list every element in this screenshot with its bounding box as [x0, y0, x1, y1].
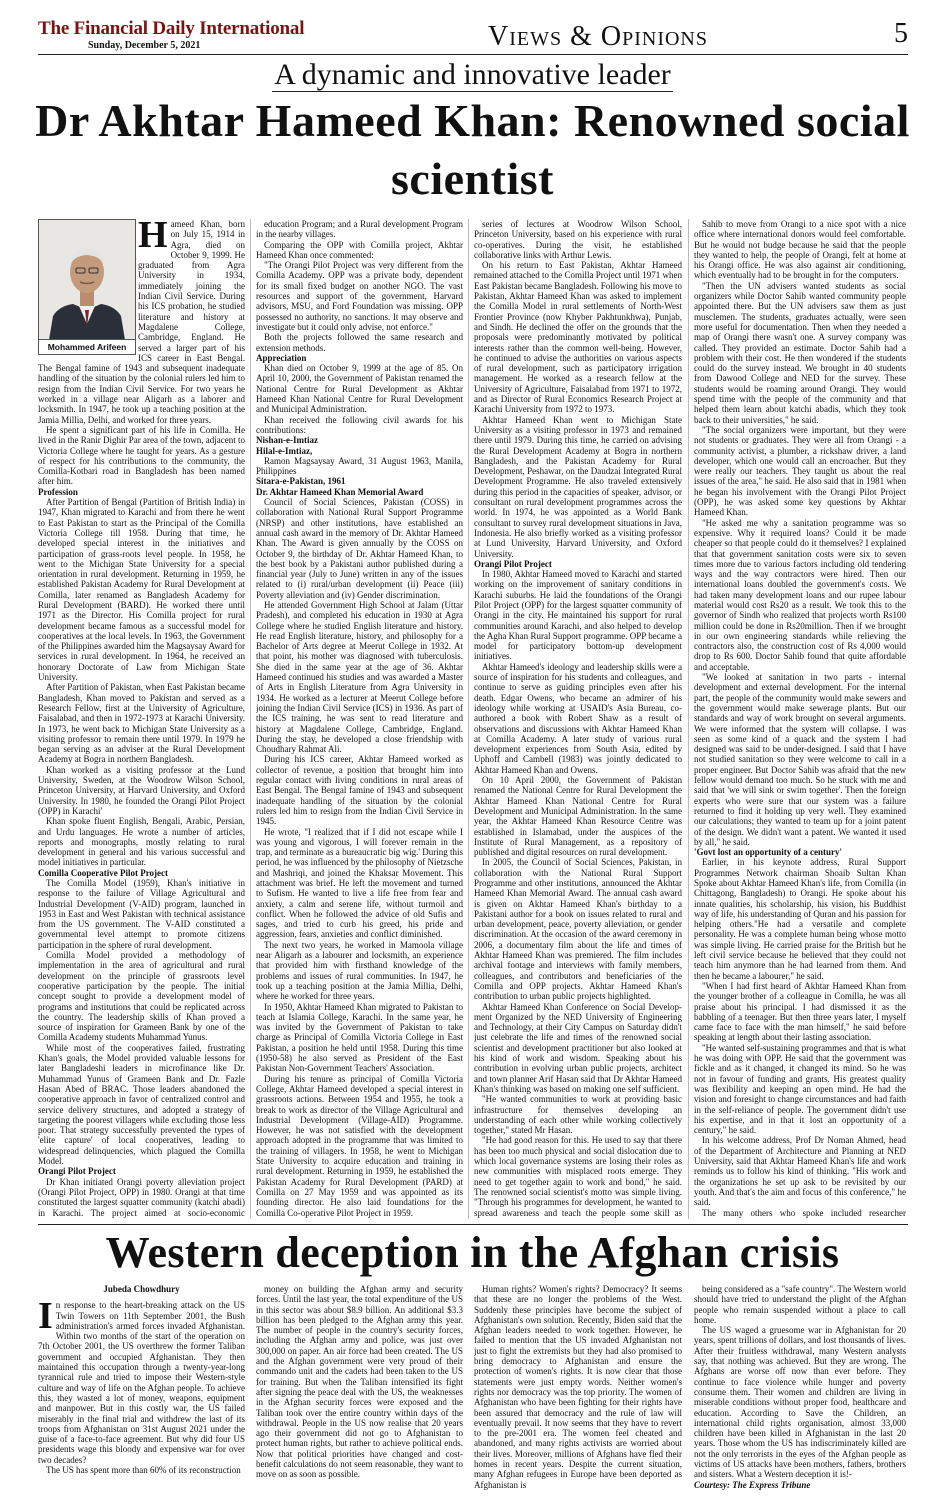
paper-name: The Financial Daily International	[38, 18, 305, 39]
article2-column-4	[694, 1284, 906, 1496]
paragraph	[474, 857, 682, 1001]
paragraph-text: Nishan-e-Imtiaz	[256, 435, 318, 446]
paragraph	[474, 415, 682, 559]
paragraph-text: Comparing the OPP with Comilla project, Akhtar Hameed Khan once commented:	[256, 239, 463, 260]
drop-cap: H	[138, 219, 168, 256]
paragraph-text	[256, 1218, 463, 1219]
paragraph-text: "We looked at sanitation in two parts - internal development and external development. For the internal part, the people of the community would make sewers and the government would make sewerage plants. But our standards and way of work brought on several arguments. We were informed that the system will collapse. I was seen as some kind of a quack and the system I had designed was said to be under-designed. I said that I have not studied sanitation so they were welcome to call in a proper engineer. But Doctor Sahib was afraid that the new fellow would demand too much. So he stuck with me and said that 'we will sink or swim together'. Then the foreign experts who were sure that our system was a failure returned to find it holding up very well. They examined our calculations; they wanted to team up for a joint patent of the design. We didn't want a patent. We wanted it used by all," he said.	[694, 672, 906, 847]
subheading	[474, 559, 682, 569]
paragraph	[38, 765, 245, 816]
courtesy-line	[694, 1480, 906, 1490]
pull-subheading	[694, 847, 906, 857]
article2-headline: Western deception in the Afghan crisis	[105, 1228, 840, 1277]
paragraph-text: Profession	[38, 486, 78, 497]
paragraph	[474, 1094, 682, 1135]
paragraph-text: Orangi Pilot Project	[474, 558, 552, 569]
paragraph-text: "He wanted self-sustaining programmes and that is what he was doing with OPP. He said that the government was fickle and as it changed, it changed its mind. So he was not in favour of funding and grants. His greatest quality was flexibility and keeping an open mind. He had the vision and foresight to change circumstances and had faith in the self-reliance of people. The government didn't use his expertise, and in that it lost an opportunity of a century," he said.	[694, 1042, 906, 1136]
paragraph	[474, 1002, 682, 1095]
paragraph-text: ameed Khan, born on July 15, 1914 in Agra, died on October 9, 1999. He graduated from Agra University in 1934, immediately joining the Indian Civil Service. During his ICS probation, he studied literature and history at Magdalene College, Cambridge, England. He served a larger part of his ICS career in East Bengal. The Bengal famine of 1943 and subsequent inadequate handling of the situation by the colonial rulers led him to resign from the Indian Civil Service. For two years he worked in a village near Aligarh as a laborer and locksmith. In 1947, he took up a teaching position at the Jamia Millia, Delhi, and worked for three years.	[38, 219, 245, 425]
subheading	[256, 353, 463, 363]
paragraph-text: Ramon Magsaysay Award, 31 August 1963, Manila, Philippines	[256, 455, 463, 477]
article1-column-2	[256, 219, 463, 1219]
paragraph	[256, 260, 463, 332]
paragraph-text: education Program; and a Rural development Program in the nearby villages.	[256, 219, 463, 240]
article-divider	[38, 1224, 908, 1225]
paragraph	[474, 1284, 682, 1490]
paragraph	[694, 1325, 906, 1479]
paragraph-text: On his return to East Pakistan, Akhtar Hameed remained attached to the Comilla Project until 1971 when East Pakistan became Bangladesh. Following his move to Pakistan, Akhtar Hameed Khan was asked to implement the Comilla Model in rural settlements of North-West Frontier Province (now Khyber Pakhtunkhwa), Punjab, and Sindh. He declined the offer on the grounds that the proposals were predominantly motivated by political interests rather than the common well-being. However, he continued to advise the authorities on various aspects of rural development, such as participatory irrigation management. He worked as a research fellow at the University of Agriculture, Faisalabad from 1971 to 1972, and as Director of Rural Economics Research Project at Karachi University from 1972 to 1973.	[474, 260, 682, 415]
paragraph	[256, 940, 463, 1002]
paragraph-text: In 1980, Akhtar Hameed moved to Karachi and started working on the improvement of sanitary conditions in Karachi suburbs. He laid the foundations of the Orangi Pilot Project (OPP) for the largest squatter community of Orangi in the city. He maintained his support for rural communities around Karachi, and also helped to develop the Agha Khan Rural Support programme. OPP became a model for participatory bottom-up development initiatives.	[474, 569, 682, 662]
article2-column-1	[38, 1284, 245, 1496]
paragraph	[256, 240, 463, 261]
subheading	[256, 435, 463, 445]
paragraph-text: Sitara-e-Pakistan, 1961	[256, 476, 346, 487]
paragraph	[474, 1135, 682, 1219]
article-headline: Dr Akhtar Hameed Khan: Renowned social scientist	[35, 95, 910, 204]
paragraph	[256, 415, 463, 436]
paragraph-text: Akhtar Hameed Khan Conference on Social Develop-ment Organized by the NED University of Engineering and Technology, at their City Campus on Saturday didn't just celebrate the life and times of the renowned social scientist and development practitioner but also looked at his kind of work and wisdom. Speaking about his contribution in evolving urban public projects, architect and town planner Arif Hasan said that Dr Akhtar Hameed Khan's thinking was based on making one self sufficient.	[474, 1001, 682, 1094]
paragraph	[38, 1043, 245, 1167]
paragraph-text: The US waged a gruesome war in Afghanistan for 20 years, spent trillions of dollars, and lost thousands of lives. After their fruitless withdrawal, many Western analysts say, that nothing was achieved. But they are wrong. The Afghans are worse off now than ever before. They continue to face violence while hunger and poverty consume them. Their women and children are living in miserable conditions without proper food, healthcare and education. According to Save the Children, an international child rights organisation, almost 33,000 children have been killed in Afghanistan in the last 20 years. Those whom the US has indiscriminately killed are not the only terrorists in the eyes of the Afghan people as victims of US attacks have been mothers, fathers, brothers and sisters. What a Western deception it is!-	[694, 1325, 906, 1480]
paragraph	[256, 1284, 463, 1480]
paragraph-text: Akhtar Hameed Khan went to Michigan State University as a visiting professor in 1973 and remained there until 1979. During this time, he carried on advising the Rural Development Academy at Bogra in northern Bangladesh, and the Pakistan Academy for Rural Development, Peshawar, on the Daudzai Integrated Rural Development Programme. He also traveled extensively during this period in the capacities of speaker, advisor, or consultant on rural development programmes across the world. In 1974, he was appointed as a World Bank consultant to survey rural development situations in Java, Indonesia. He also briefly worked as a visiting professor at Lund University, Harvard University, and Oxford University.	[474, 414, 682, 559]
paragraph-text: Orangi Pilot Project	[38, 1166, 116, 1177]
paragraph	[694, 1135, 906, 1207]
paragraph-text: Dr. Akhtar Hameed Khan Memorial Award	[256, 486, 424, 497]
paragraph-text: Akhtar Hameed's ideology and leadership skills were a source of inspiration for his students and colleagues, and continue to serve as guiding principles even after his death. Edgar Owens, who became an admirer of his ideology while working at USAID's Asia Bureau, co-authored a book with Robert Shaw as a result of observations and discussions with Akhtar Hameed Khan at Comilla Academy. A later study of various rural development experiences from South Asia, edited by Uphoff and Cambell (1983) was jointly dedicated to Akhtar Hameed Khan and Owens.	[474, 661, 682, 775]
column-rule	[250, 219, 251, 1219]
paragraph	[38, 1177, 245, 1219]
paragraph-text: In his welcome address, Prof Dr Noman Ahmed, head of the Department of Architecture and Planning at NED University, said that Akhtar Hameed Khan's life and work reminds us to follow his kind of thinking. "His work and the organizations he set up ask to be revisited by our youth. And that's the aim and focus of this conference," he said.	[694, 1135, 906, 1208]
paragraph	[38, 1465, 245, 1475]
paragraph	[256, 497, 463, 600]
paragraph-text: During his ICS career, Akhtar Hameed worked as collector of revenue, a position that brought him into regular contact with living conditions in rural areas of East Bengal. The Bengal famine of 1943 and subsequent inadequate handling of the situation by the colonial rulers led him to resign from the Indian Civil Service in 1945.	[256, 754, 463, 827]
paragraph	[256, 600, 463, 754]
paragraph	[256, 332, 463, 353]
paragraph-text: Dr Khan initiated Orangi poverty alleviation project (Orangi Pilot Project, OPP) in 1980. Orangi at that time constituted the largest squatter community (katchi abadi) in Karachi. The project aimed at socio-economic	[38, 1176, 245, 1218]
author-name: Mohammed Arifeen	[39, 339, 135, 354]
paragraph	[38, 950, 245, 1043]
paragraph	[38, 497, 245, 682]
paragraph-text: 'Govt lost an opportunity of a century'	[694, 847, 843, 858]
paragraph-text: "He had good reason for this. He used to say that there has been too much physical and social dislocation due to which local governance systems are losing their roles as new communities with misplaced roots emerge. They need to get together again to work and bond," he said. The renowned social scientist's motto was simple living. "Through his programmes for development, he wanted to spread awareness and teach the people some skill as	[474, 1135, 682, 1218]
paragraph	[694, 518, 906, 672]
paragraph	[694, 1208, 906, 1220]
article-byline: Jubeda Chowdhury	[103, 1284, 180, 1294]
paragraph-text: Human rights? Women's rights? Democracy? It seems that these are no longer the problems of the West. Suddenly these principles have become the subject of Afghanistan's own solution. Recently, Biden said that the Afghan leaders needed to work together. However, he failed to mention that the US invaded Afghanistan not just to fight the extremists but they had also promised to bring democracy to Afghanistan and ensure the protection of women's rights. It is now clear that those statements were just empty words. Neither women's rights nor democracy was the top priority. The women of Afghanistan who have been fighting for their rights have been assured that democracy and the rule of law will eventually prevail. It now seems that they have to revert to the pre-2001 era. The women feel cheated and abandoned, and many rights activists are worried about their lives. Moreover, millions of Afghans have fled their homes in recent years. Despite the current situation, many Afghan refugees in Europe have been deported as Afghanistan is	[474, 1284, 682, 1490]
column-rule	[468, 219, 469, 1219]
paragraph-text: Comilla Model provided a methodology of implementation in the area of agricultural and rural development on the principle of grassroots level cooperative participation by the people. The initial concept sought to provide a development model of programs and institutions that could be replicated across the country. The leadership skills of Khan proved a source of inspiration for Grameen Bank by one of the Comilla Academy students Muhammad Yunus.	[38, 950, 245, 1043]
paragraph	[256, 1002, 463, 1074]
paragraph-text: Courtesy: The Express Tribune	[694, 1479, 811, 1490]
paragraph	[38, 816, 245, 867]
paragraph-text: In 1950, Akhtar Hameed Khan migrated to Pakistan to teach at Islamia College, Karachi. In the same year, he was invited by the Government of Pakistan to take charge as Principal of Comilla Victoria College in East Pakistan, a position he held until 1958. During this time (1950-58) he also served as President of the East Pakistan Non-Government Teachers' Association.	[256, 1001, 463, 1074]
paragraph-text: Khan worked as a visiting professor at the Lund University, Sweden, at the Woodrow Wilson School, Princeton University, at Harvard University, and Oxford University. In 1980, he founded the Orangi Pilot Project (OPP) in Karachi'	[38, 764, 245, 816]
paragraph-text: After Partition of Bengal (Partition of British India) in 1947, Khan migrated to Karachi and from there he went to East Pakistan to start as the Principal of the Comilla Victoria College till 1958. During that time, he developed special interest in the initiatives and participation of grass-roots level people. In 1958, he went to the Michigan State University for a special orientation in rural development. Returning in 1959, he established Pakistan Academy for Rural Development at Comilla, later renamed as Bangladesh Academy for Rural Development (BARD). He worked there until 1971 as the Director. His Comilla project for rural development became famous as a successful model for cooperatives at the local levels. In 1963, the Government of the Philippines awarded him the Magsaysay Award for services in rural development. In 1964, he received an honorary Doctorate of Law from Michigan State University.	[38, 497, 245, 683]
paragraph-text: He wrote, "I realized that if I did not escape while I was young and vigorous, I will forever remain in the trap, and terminate as a bureaucratic big wig.' During this period, he was influenced by the philosophy of Nietzsche and Mashriqi, and joined the Khaksar Movement. This attachment was brief. He left the movement and turned to Sufism. He wanted to live a life free from fear and anxiety, a calm and serene life, without turmoil and conflict. When he followed the advice of old Sufis and sages, and tried to curb his greed, his pride and aggression, fears, anxieties and conflict diminished.	[256, 826, 463, 940]
paragraph	[474, 260, 682, 414]
subheading	[38, 868, 245, 878]
paragraph	[694, 672, 906, 847]
paragraph	[256, 1074, 463, 1218]
paragraph-text: Council of Social Sciences, Pakistan (COSS) in collaboration with National Rural Support Programme (NRSP) and other institutions, have established an annual cash award in the memory of Dr. Akhtar Hameed Khan. The Award is given annually by the COSS on October 9, the birthday of Dr. Akhtar Hameed Khan, to the best book by a Pakistani author published during a financial year (July to June) written in any of the issues related to (i) rural/urban development (ii) Peace (iii) Poverty alleviation and (iv) Gender discrimination.	[256, 497, 463, 600]
paragraph-text: Khan received the following civil awards for his contributions:	[256, 414, 463, 435]
paragraph-text: Earlier, in his keynote address, Rural Support Programmes Network chairman Shoaib Sultan Khan Spoke about Akhtar Hameed Khan's life, from Comilla (in Chittagong, Bangladesh) to Orangi. He spoke about his innate qualities, his scholarship, his vision, his Buddhist way of life, his understanding of Quran and his passion for helping others."He had a versatile and complete personality. He was a complete human being whose motto was simple living. He carried praise for the British but he left civil service because he believed that they could not teach him anymore than he had learned from them. And then he became a labourer," he said.	[694, 857, 906, 981]
subheading	[256, 446, 463, 456]
paragraph	[694, 981, 906, 1043]
paragraph	[474, 662, 682, 775]
paragraph-text: Both the projects followed the same research and extension methods.	[256, 332, 463, 353]
paragraph-text: The US has spent more than 60% of its reconstruction	[46, 1465, 241, 1476]
paragraph	[694, 281, 906, 425]
subheading	[38, 1166, 245, 1176]
article1-column-4	[694, 219, 906, 1219]
paragraph-text: Appreciation	[256, 352, 307, 363]
paragraph	[256, 827, 463, 940]
paragraph	[694, 1043, 906, 1136]
paragraph-text: money on building the Afghan army and security forces. Until the last year, the total expenditure of the US in this sector was about $8.9 billion. An additional $3.3 billion has been pledged to the Afghan army this year. The number of people in the country's security forces, including the Afghan army and police, was just over 300,000 on paper. An air force had been created. The US and the Afghan government were very proud of their commando unit and the cadets had been taken to the US for training. But when the Taliban intensified its fight after signing the peace deal with the US, the weaknesses in the Afghan security forces were exposed and the Taliban took over the entire country within days of the withdrawal. People in the US now realise that 20 years ago their government did not go to Afghanistan to protect human rights, but rather to achieve political ends. Now that political priorities have changed and cost-benefit calculations do not seem reasonable, they want to move on as soon as possible.	[256, 1284, 463, 1480]
paragraph-text: During his tenure as principal of Comilla Victoria College, Akhtar Hameed developed a special interest in grassroots actions. Between 1954 and 1955, he took a break to work as director of the Village Agricultural and Industrial Development (Village-AID) Programme. However, he was not satisfied with the development approach adopted in the programme that was limited to the training of villagers. In 1958, he went to Michigan State University to acquire education and training in rural development. Returning in 1959, he established the Pakistan Academy for Rural Development (PARD) at Comilla on 27 May 1959 and was appointed as its founding director. He also laid foundations for the Comilla Co-operative Pilot Project in 1959.	[256, 1073, 463, 1218]
column-rule	[688, 219, 689, 1219]
paragraph-text: The many others who spoke included researcher	[702, 1207, 906, 1218]
paragraph-text: "When I had first heard of Akhtar Hameed Khan from the younger brother of a colleague in Comilla, he was all praise about his principal. I had dismissed it as the babbling of a teenager. But then three years later, I myself came face to face with the man himself," he said before speaking at length about their lasting association.	[694, 980, 906, 1043]
paragraph	[38, 878, 245, 950]
paragraph	[256, 219, 463, 240]
paragraph-text: Sahib to move from Orangi to a nice spot with a nice office where international donors would feel comfortable. But he would not budge because he said that the people they wanted to help, the people of Orangi, felt at home at his Orangi office. He was also against air conditioning, which eventually had to be brought in for the computers.	[694, 219, 906, 281]
paragraph-text: "He wanted communities to work at providing basic infrastructure for themselves developing an understanding of each other while working collectively together," stated Mr Hasan.	[474, 1094, 682, 1136]
paragraph-text: n response to the heart-breaking attack on the US Twin Towers on 11th September 2001, the Bush administration's armed forces invaded Afghanistan. Within two months of the start of the operation on 7th October 2001, the US overthrew the former Taliban government and occupied Afghanistan. They then maintained this occupation through a twenty-year-long tyrannical rule and tried to impose their Western-style culture and way of life on the Afghan people. To achieve this, they wasted a lot of money, weapons, equipment and manpower. But in this costly war, the US failed miserably in the final trial and withdrew the last of its troops from Afghanistan on 31st August 2021 under the guise of a face-to-face agreement. But why did four US presidents wage this bloody and expensive war for over two decades?	[38, 1300, 245, 1465]
article1-column-1	[38, 219, 245, 1219]
paragraph	[256, 456, 463, 477]
masthead	[38, 18, 908, 55]
paragraph	[38, 425, 245, 487]
paragraph-text: Hilal-e-Imtiaz,	[256, 445, 313, 456]
paragraph	[256, 754, 463, 826]
article2-column-2	[256, 1284, 463, 1496]
article1-column-3	[474, 219, 682, 1219]
paragraph	[38, 682, 245, 764]
paragraph-text: The next two years, he worked in Mamoola village near Aligarh as a labourer and locksmith, an experience that provided him with firsthand knowledge of the problems and issues of rural communities. In 1947, he took up a teaching position at the Jamia Millia, Delhi, where he worked for three years.	[256, 939, 463, 1002]
photo-spacer	[38, 219, 138, 359]
drop-cap: I	[38, 1295, 53, 1338]
issue-date: Sunday, December 5, 2021	[88, 40, 201, 51]
paragraph-text: He attended Government High School at Jalam (Uttar Pradesh), and completed his education in 1930 at Agra College where he studied English literature and history. He read English literature, history, and philosophy for a Bachelor of Arts degree at Meerut College in 1932. At that point, his mother was diagnosed with tuberculosis. She died in the same year at the age of 36. Akhtar Hameed continued his studies and was awarded a Master of Arts in English Literature from Agra University in 1934. He worked as a lecturer at Meerut College before joining the Indian Civil Service (ICS) in 1936. As part of the ICS training, he was sent to read literature and history at Magdalene College, Cambridge, England. During the stay, he developed a close friendship with Choudhary Rahmat Ali.	[256, 599, 463, 755]
paragraph-text: "He asked me why a sanitation programme was so expensive. Why it required loans? Could it be made cheaper so that people could do it themselves? I explained that that government sanitation costs were six to seven times more due to various factors including old tendering ways and the way contractors were hired. Then our international loans doubled the government's costs. We had taken many development loans and our rupee labour material would cost Rs20 as a result. We took this to the governor of Sindh who realized that projects worth Rs100 million could be done in Rs20million. Then if we brought in our own engineering standards while relieving the contractors also, the construction cost of Rs 4,000 would drop to Rs 600. Doctor Sahib found that quite affordable and acceptable.	[694, 517, 906, 672]
paragraph	[38, 1295, 245, 1465]
paragraph-text: Comilla Cooperative Pilot Project	[38, 867, 169, 878]
paragraph-text: "Then the UN advisers wanted students as social organizers while Doctor Sahib wanted community people appointed there. But the UN advisers saw them as just musclemen. The students, graduates actually, were seen more useful for documentation. Then when they needed a map of Orangi there wasn't one. A survey company was called. They provided an estimate. Doctor Sahib had a problem with their cost. He then wondered if the students could do the survey instead. We brought in 40 students from Dawood College and NED for the survey. These students would be roaming around Orangi. They would spend time with the people of the community and that helped them learn about katchi abadis, which they took back to their universities," he said.	[694, 280, 906, 425]
paragraph-text: While most of the cooperatives failed, frustrating Khan's goals, the Model provided valuable lessons for later Bangladeshi leaders in microfinance like Dr. Muhammad Yunus of Grameen Bank and Dr. Fazle Hasan Abed of BRAC. Those leaders abandoned the cooperative approach in favor of centralized control and service delivery structures, and adopted a strategy of targeting the poorest villagers while excluding those less poor. That strategy successfully prevented the types of 'elite capture' of local cooperatives, leading to widespread delinquencies, which plagued the Comilla Model.	[38, 1042, 245, 1167]
paragraph	[694, 219, 906, 281]
paragraph	[474, 569, 682, 662]
paragraph-text: series of lectures at Woodrow Wilson School, Princeton University, based on his experience with rural co-operatives. During the visit, he established collaborative links with Arthur Lewis.	[474, 219, 682, 260]
article-kicker	[0, 58, 945, 92]
paragraph-text: "The Orangi Pilot Project was very different from the Comilla Academy. OPP was a private body, dependent for its small fixed budget on another NGO. The vast resources and support of the government, Harvard advisors, MSU, and Ford Foundation was missing. OPP possessed no authority, no sanctions. It may observe and investigate but it could only advise, not enforce."	[256, 260, 463, 332]
subheading	[256, 476, 463, 486]
subheading	[38, 487, 245, 497]
paragraph-text: After Partition of Pakistan, when East Pakistan became Bangladesh, Khan moved to Pakistan and served as a Research Fellow, first at the University of Agriculture, Faisalabad, and then in 1972-1973 at Karachi University. In 1973, he went back to Michigan State University as a visiting professor to remain there until 1979. In 1979 he began serving as an adviser at the Rural Development Academy at Bogra in northern Bangladesh.	[38, 682, 245, 765]
paragraph-text: Khan spoke fluent English, Bengali, Arabic, Persian, and Urdu languages. He wrote a number of articles, reports and monographs, mostly relating to rural development in general and his various successful and model initiatives in particular.	[38, 816, 245, 868]
paragraph	[694, 425, 906, 518]
paragraph-text: He spent a significant part of his life in Comilla. He lived in the Ranir Dighir Par area of the town, adjacent to Victoria College where he taught for years. As a gesture of respect for his contributions to the community, the Comilla-Kotbari road in Bangladesh has been named after him.	[38, 424, 245, 487]
kicker-text: A dynamic and innovative leader	[274, 58, 671, 91]
article2-column-3	[474, 1284, 682, 1496]
section-title: Views & Opinions	[488, 21, 708, 52]
paragraph	[256, 1218, 463, 1219]
paragraph-text: "The social organizers were important, but they were not students or graduates. They were all from Orangi - a community activist, a plumber, a rickshaw driver, a land developer, which one would call an encroacher. But they were really our teachers. They taught us about the real issues of the area," he said. He also said that in 1981 when he began his involvement with the Orangi Pilot Project (OPP), he was asked some key questions by Akhtar Hameed Khan.	[694, 424, 906, 518]
paragraph-text: Khan died on October 9, 1999 at the age of 85. On April 10, 2000, the Government of Pakistan renamed the National Centre for Rural Development as Akhtar Hameed Khan National Centre for Rural Development and Municipal Administration.	[256, 363, 463, 415]
paragraph-text: On 10 April 2000, the Government of Pakistan renamed the National Centre for Rural Development the Akhtar Hameed Khan National Centre for Rural Development and Municipal Administration. In the same year, the Akhtar Hameed Khan Resource Centre was established in Islamabad, under the auspices of the Institute of Rural Management, as a repository of published and digital resources on rural development.	[474, 775, 682, 858]
paragraph-text: In 2005, the Council of Social Sciences, Pakistan, in collaboration with the National Rural Support Programme and other institutions, announced the Akhtar Hameed Khan Memorial Award. The annual cash award is given on Akhtar Hameed Khan's birthday to a Pakistani author for a book on issues related to rural and urban development, peace, poverty alleviation, or gender discrimination. At the occasion of the award ceremony in 2006, a documentary film about the life and times of Akhtar Hameed Khan was premiered. The film includes archival footage and interviews with family members, colleagues, and contributors and beneficiaries of the Comilla and OPP projects. Akhtar Hameed Khan's contribution to urban public projects highlighted.	[474, 857, 682, 1002]
paragraph	[694, 857, 906, 981]
paragraph	[474, 775, 682, 857]
paragraph-text: The Comilla Model (1959), Khan's initiative in response to the failure of Village Agricultural and Industrial Development (V-AID) program, launched in 1953 in East and West Pakistan with technical assistance from the US government. The V-AID constituted a governmental level attempt to promote citizens participation in the sphere of rural development.	[38, 878, 245, 950]
paragraph	[256, 363, 463, 414]
paragraph-text: being considered as a "safe country". The Western world should have tried to understand the plight of the Afghan people who remain suspended without a place to call home.	[694, 1284, 906, 1325]
page-number: 5	[894, 18, 908, 49]
paragraph	[474, 219, 682, 260]
subheading	[256, 487, 463, 497]
paragraph	[694, 1284, 906, 1325]
